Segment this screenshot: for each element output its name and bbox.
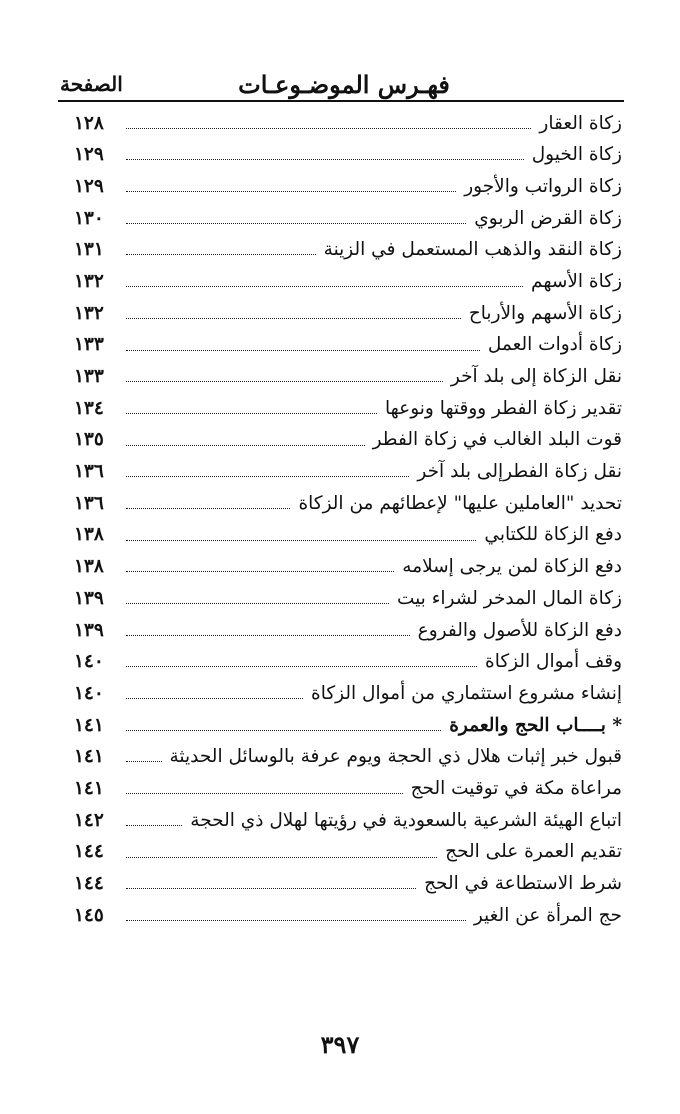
toc-section-title: * بــــاب الحج والعمرة: [449, 714, 622, 736]
toc-entry-title: زكاة الرواتب والأجور: [464, 175, 622, 197]
page-number: ٣٩٧: [320, 1030, 360, 1059]
toc-entry-title: نقل الزكاة إلى بلد آخر: [450, 366, 622, 387]
toc-entry-title: دفع الزكاة للأصول والفروع: [417, 619, 622, 641]
toc-entry: [74, 293, 622, 325]
toc-entry: [74, 800, 622, 832]
toc-entry-page: ١٤١: [74, 746, 104, 768]
toc-entry-title: دفع الزكاة لمن يرجى إسلامه: [402, 556, 622, 578]
toc-entry: [74, 673, 622, 705]
dot-leader: [126, 571, 394, 572]
toc-entry-title: إنشاء مشروع استثماري من أموال الزكاة: [311, 682, 622, 704]
toc-entry-title: زكاة الأسهم والأرباح: [468, 302, 622, 324]
dot-leader: [126, 730, 441, 731]
toc-entry-page: ١٤١: [74, 714, 104, 736]
dot-leader: [126, 508, 290, 509]
toc-entry: [74, 198, 622, 230]
toc-entry-page: ١٣٣: [74, 366, 104, 387]
toc-entry: [74, 166, 622, 198]
dot-leader: [126, 793, 403, 794]
toc-entry-page: ١٤٢: [74, 809, 104, 831]
toc-entry-page: ١٣٩: [74, 619, 104, 641]
dot-leader: [126, 381, 443, 382]
toc-entry-page: ١٣٨: [74, 556, 104, 578]
toc-entry: [74, 610, 622, 642]
dot-leader: [126, 476, 409, 477]
dot-leader: [126, 191, 456, 192]
toc-entry-title: زكاة القرض الربوي: [474, 207, 622, 229]
dot-leader: [126, 761, 162, 762]
toc-entry-page: ١٤١: [74, 777, 104, 799]
dot-leader: [126, 159, 524, 160]
toc-entry-title: حج المرأة عن الغير: [473, 904, 622, 926]
page-header: [60, 70, 628, 104]
toc-entry: [74, 832, 622, 864]
toc-entry-page: ١٣٣: [74, 334, 104, 356]
toc-entry-title: تقديم العمرة على الحج: [445, 841, 622, 863]
toc-entry: [74, 864, 622, 896]
toc-entry: [74, 135, 622, 167]
toc-entry-page: ١٣١: [74, 239, 104, 261]
toc-entry-title: زكاة الأسهم: [531, 270, 622, 292]
toc-entry-page: ١٤٠: [74, 682, 104, 704]
page-column-label: الصفحة: [60, 72, 123, 96]
toc-entry-page: ١٣٢: [74, 302, 104, 324]
dot-leader: [126, 223, 466, 224]
toc-entry-title: دفع الزكاة للكتابي: [484, 524, 622, 546]
toc-entry-title: تقدير زكاة الفطر ووقتها ونوعها: [385, 397, 622, 419]
dot-leader: [126, 666, 477, 667]
toc-entry-title: قبول خبر إثبات هلال ذي الحجة ويوم عرفة بالوسائل الحديثة: [169, 746, 622, 768]
dot-leader: [126, 350, 480, 351]
dot-leader: [126, 413, 377, 414]
toc-entry: [74, 230, 622, 262]
toc-entry-page: ١٣٥: [74, 429, 104, 451]
toc-entry-page: ١٣٨: [74, 524, 104, 546]
dot-leader: [126, 318, 461, 319]
dot-leader: [126, 920, 466, 921]
dot-leader: [126, 698, 303, 699]
toc-entry: [74, 103, 622, 135]
dot-leader: [126, 540, 476, 541]
toc-entry-page: ١٣٠: [74, 207, 104, 229]
dot-leader: [126, 254, 316, 255]
toc-entry-page: ١٣٩: [74, 587, 104, 609]
toc-entry-title: قوت البلد الغالب في زكاة الفطر: [372, 429, 622, 451]
dot-leader: [126, 286, 523, 287]
toc-entry: [74, 737, 622, 769]
dot-leader: [126, 825, 182, 826]
toc-entry-page: ١٢٩: [74, 175, 104, 197]
toc-entry-title: زكاة أدوات العمل: [487, 334, 622, 356]
toc-entry-title: زكاة الخيول: [531, 144, 622, 166]
toc-entry: [74, 420, 622, 452]
toc-entry: [74, 452, 622, 484]
toc-entry-title: زكاة النقد والذهب المستعمل في الزينة: [323, 239, 622, 261]
header-rule: [58, 100, 624, 102]
dot-leader: [126, 128, 531, 129]
toc-entry: [74, 547, 622, 579]
toc-entry: [74, 642, 622, 674]
dot-leader: [126, 603, 389, 604]
toc-entry-title: اتباع الهيئة الشرعية بالسعودية في رؤيتها لهلال ذي الحجة: [190, 809, 622, 831]
toc-list: [74, 103, 622, 927]
toc-entry-title: نقل زكاة الفطرإلى بلد آخر: [417, 461, 622, 483]
toc-entry: [74, 325, 622, 357]
toc-entry-page: ١٣٦: [74, 492, 104, 514]
toc-entry-title: تحديد "العاملين عليها" لإعطائهم من الزكاة: [298, 492, 622, 514]
dot-leader: [126, 635, 410, 636]
toc-entry-page: ١٣٦: [74, 461, 104, 483]
toc-entry: [74, 261, 622, 293]
toc-entry-page: ١٢٨: [74, 112, 104, 134]
toc-section-heading: [74, 705, 622, 737]
toc-entry-title: زكاة العقار: [539, 112, 622, 134]
toc-entry-title: مراعاة مكة في توقيت الحج: [410, 777, 622, 799]
toc-entry-title: شرط الاستطاعة في الحج: [424, 873, 622, 894]
toc-entry-title: وقف أموال الزكاة: [485, 651, 622, 673]
toc-entry-title: زكاة المال المدخر لشراء بيت: [396, 587, 622, 609]
toc-entry-page: ١٤٥: [74, 904, 104, 926]
page-title: فهـرس الموضـوعـات: [238, 70, 450, 99]
toc-entry-page: ١٤٤: [74, 873, 104, 894]
toc-entry: [74, 483, 622, 515]
toc-entry: [74, 388, 622, 420]
toc-entry: [74, 357, 622, 389]
toc-entry-page: ١٣٢: [74, 270, 104, 292]
toc-entry-page: ١٢٩: [74, 144, 104, 166]
toc-entry-page: ١٤٠: [74, 651, 104, 673]
dot-leader: [126, 857, 437, 858]
toc-entry: [74, 895, 622, 927]
toc-entry-page: ١٤٤: [74, 841, 104, 863]
dot-leader: [126, 888, 416, 889]
toc-entry-page: ١٣٤: [74, 397, 104, 419]
dot-leader: [126, 445, 365, 446]
toc-entry: [74, 578, 622, 610]
toc-entry: [74, 768, 622, 800]
toc-entry: [74, 515, 622, 547]
